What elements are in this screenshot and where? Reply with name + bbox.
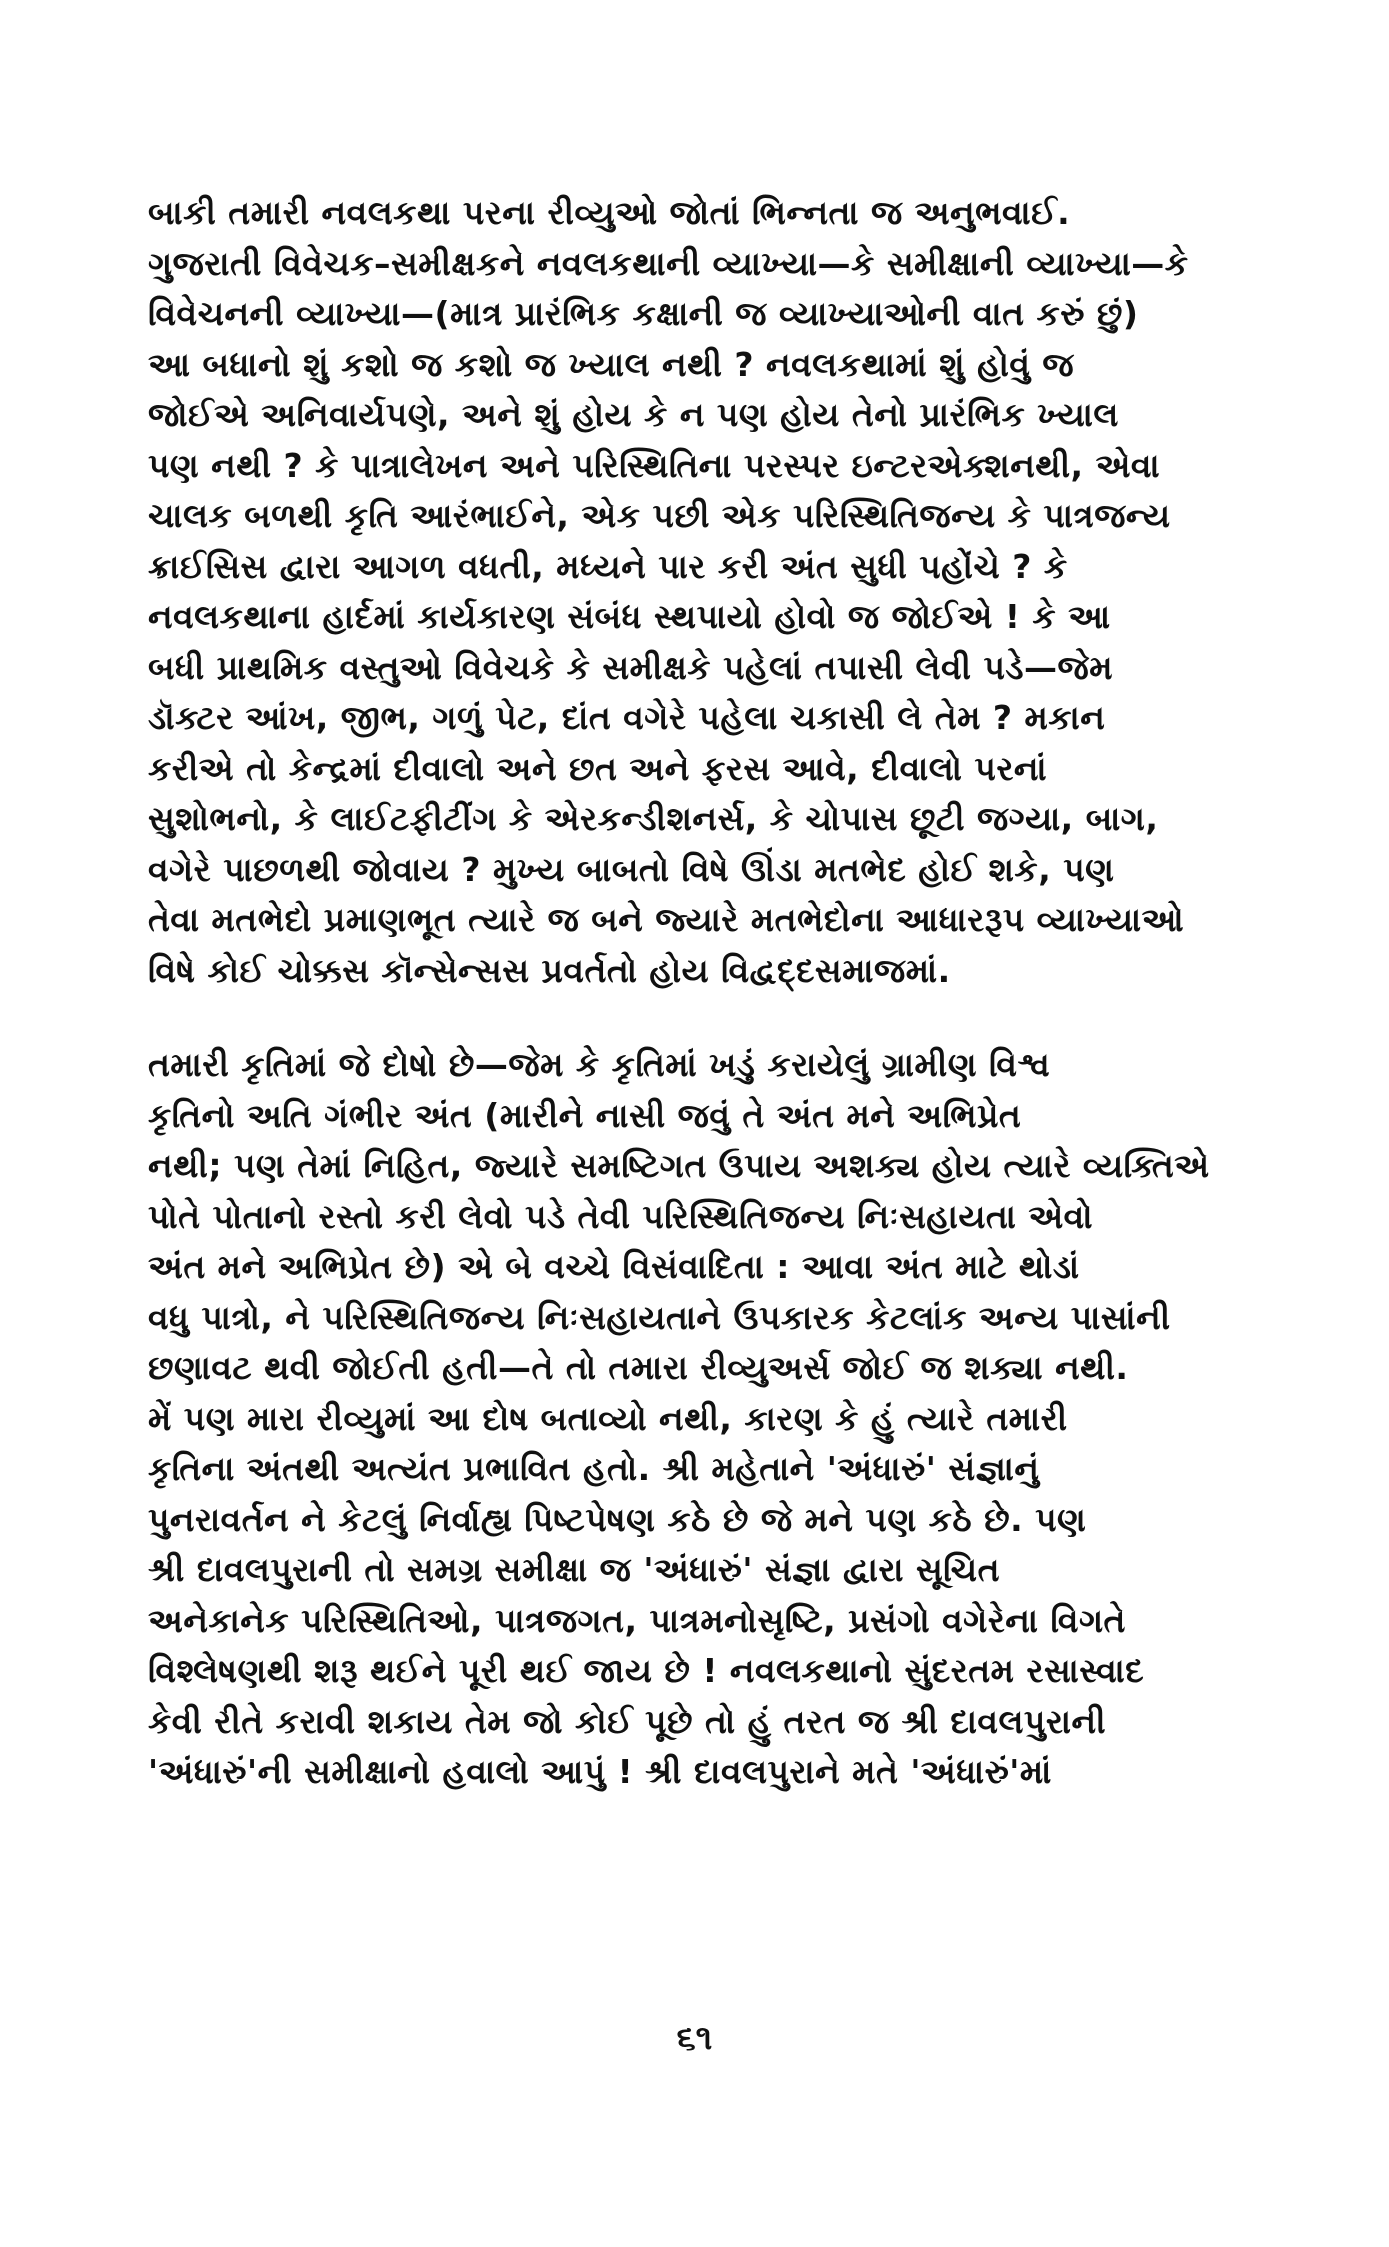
text-line: નવલકથાના હાર્દમાં કાર્યકારણ સંબંધ સ્થપાયો હોવો જ જોઈએ ! કે આ [148,597,1111,636]
text-line: તમારી કૃતિમાં જે દોષો છે—જેમ કે કૃતિમાં ખડું કરાયેલું ગ્રામીણ વિશ્વ [148,1045,1051,1084]
text-line: ડૉક્ટર આંખ, જીભ, ગળું પેટ, દાંત વગેરે પહેલા ચકાસી લે તેમ ? મકાન [148,698,1106,737]
text-line: કેવી રીતે કરાવી શકાય તેમ જો કોઈ પૂછે તો હું તરત જ શ્રી દાવલપુરાની [148,1701,1107,1741]
document-body [148,188,1248,1798]
text-line: કૃતિનો અતિ ગંભીર અંત (મારીને નાસી જવું તે અંત મને અભિપ્રેત [148,1095,1022,1135]
paragraph-2 [148,1040,1248,1798]
text-line: બાકી તમારી નવલકથા પરના રીવ્યુઓ જોતાં ભિન્નતા જ અનુભવાઈ. [148,193,1071,232]
text-line: ક્રાઈસિસ દ્વારા આગળ વધતી, મધ્યને પાર કરી અંત સુધી પહોંચે ? કે [148,546,1068,586]
text-line: છણાવટ થવી જોઈતી હતી—તે તો તમારા રીવ્યુઅર્સ જોઈ જ શક્યા નથી. [148,1348,1129,1387]
text-line: બધી પ્રાથમિક વસ્તુઓ વિવેચકે કે સમીક્ષકે પહેલાં તપાસી લેવી પડે—જેમ [148,647,1114,687]
page-number: ૬૧ [676,2018,713,2058]
text-line: શ્રી દાવલપુરાની તો સમગ્ર સમીક્ષા જ 'અંધારું' સંજ્ઞા દ્વારા સૂચિત [148,1550,1000,1589]
text-line: ગુજરાતી વિવેચક–સમીક્ષકને નવલકથાની વ્યાખ્યા—કે સમીક્ષાની વ્યાખ્યા—કે [148,243,1189,283]
text-line: ચાલક બળથી કૃતિ આરંભાઈને, એક પછી એક પરિસ્થિતિજન્ય કે પાત્રજન્ય [148,496,1171,535]
paragraph-gap [148,996,1248,1040]
text-line: મેં પણ મારા રીવ્યુમાં આ દોષ બતાવ્યો નથી, કારણ કે હું ત્યારે તમારી [148,1398,1068,1438]
text-line: 'અંધારું'ની સમીક્ષાનો હવાલો આપું ! શ્રી દાવલપુરાને મતે 'અંધારું'માં [148,1752,1052,1791]
text-line: અનેકાનેક પરિસ્થિતિઓ, પાત્રજગત, પાત્રમનોસૃષ્ટિ, પ્રસંગો વગેરેના વિગતે [148,1600,1126,1640]
text-line: વિશ્લેષણથી શરૂ થઈને પૂરી થઈ જાય છે ! નવલકથાનો સુંદરતમ રસાસ્વાદ [148,1651,1145,1690]
text-line: કૃતિના અંતથી અત્યંત પ્રભાવિત હતો. શ્રી મહેતાને 'અંધારું' સંજ્ઞાનું [148,1449,1040,1488]
text-line: જોઈએ અનિવાર્યપણે, અને શું હોય કે ન પણ હોય તેનો પ્રારંભિક ખ્યાલ [148,395,1119,434]
text-line: પુનરાવર્તન ને કેટલું નિર્વાહ્ય પિષ્ટપેષણ કઠે છે જે મને પણ કઠે છે. પણ [148,1499,1087,1539]
text-line: વિવેચનની વ્યાખ્યા—(માત્ર પ્રારંભિક કક્ષાની જ વ્યાખ્યાઓની વાત કરું છું) [148,294,1139,333]
paragraph-1 [148,188,1248,996]
text-line: પણ નથી ? કે પાત્રાલેખન અને પરિસ્થિતિના પરસ્પર ઇન્ટરએક્શનથી, એવા [148,445,1161,485]
text-line: નથી; પણ તેમાં નિહિત, જ્યારે સમષ્ટિગત ઉપાય અશક્ય હોય ત્યારે વ્યક્તિએ [148,1146,1210,1185]
text-line: વધુ પાત્રો, ને પરિસ્થિતિજન્ય નિઃસહાયતાને ઉપકારક કેટલાંક અન્ય પાસાંની [148,1297,1171,1337]
text-line: પોતે પોતાનો રસ્તો કરી લેવો પડે તેવી પરિસ્થિતિજન્ય નિઃસહાયતા એવો [148,1196,1093,1236]
text-line: વગેરે પાછળથી જોવાય ? મુખ્ય બાબતો વિષે ઊંડા મતભેદ હોઈ શકે, પણ [148,849,1115,889]
text-line: આ બધાનો શું કશો જ કશો જ ખ્યાલ નથી ? નવલકથામાં શું હોવું જ [148,344,1075,384]
text-line: સુશોભનો, કે લાઈટફીટીંગ કે એરકન્ડીશનર્સ, કે ચોપાસ છૂટી જગ્યા, બાગ, [148,799,1159,838]
text-line: વિષે કોઈ ચોક્કસ કૉન્સેન્સસ પ્રવર્તતો હોય વિદ્વદ્દસમાજમાં. [148,950,951,990]
text-line: કરીએ તો કેન્દ્રમાં દીવાલો અને છત અને ફરસ આવે, દીવાલો પરનાં [148,748,1048,788]
text-line: અંત મને અભિપ્રેત છે) એ બે વચ્ચે વિસંવાદિતા : આવા અંત માટે થોડાં [148,1247,1080,1286]
text-line: તેવા મતભેદો પ્રમાણભૂત ત્યારે જ બને જ્યારે મતભેદોના આધારરૂપ વ્યાખ્યાઓ [148,900,1185,939]
